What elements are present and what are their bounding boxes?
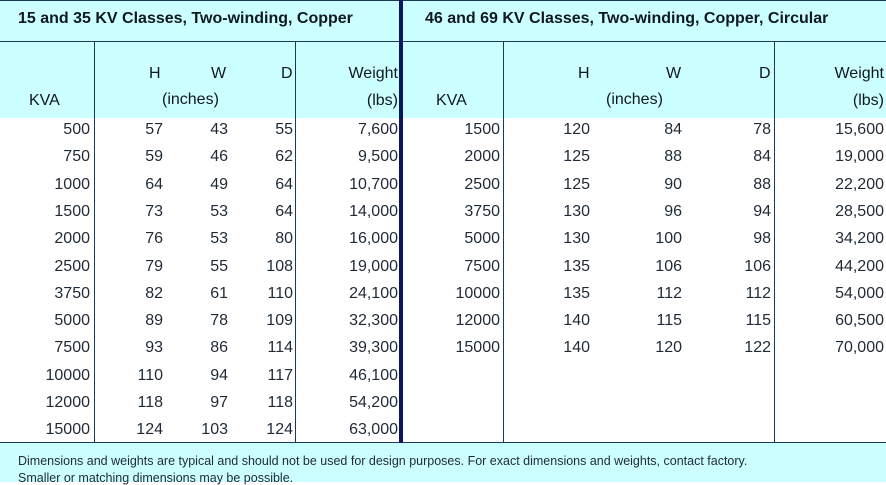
right-cell-weight: 22,200 [835,175,884,193]
right-cell-d: 106 [744,257,771,275]
right-cell-h: 120 [563,121,590,138]
left-cell-h: 73 [145,202,163,220]
right-cell-h: 130 [563,202,590,220]
left-cell-w: 43 [210,121,228,138]
right-cell-weight: 54,000 [835,284,884,302]
right-cell-w: 106 [655,257,682,275]
left-cell-d: 64 [275,202,293,220]
right-cell-kva: 2000 [464,148,500,166]
rule-left-weight [295,42,296,443]
right-cell-weight: 60,500 [835,312,884,330]
left-cell-d: 108 [266,257,293,275]
left-header-kva: KVA [29,92,60,109]
left-cell-w: 86 [210,339,228,357]
left-cell-h: 82 [145,284,163,302]
left-cell-w: 53 [210,202,228,220]
left-cell-w: 103 [201,421,228,439]
right-cell-d: 88 [753,175,771,193]
left-cell-d: 110 [267,284,293,302]
left-cell-h: 89 [145,312,163,330]
right-cell-kva: 7500 [464,257,500,275]
left-cell-weight: 39,300 [349,339,398,357]
left-cell-weight: 24,100 [349,284,398,302]
right-cell-kva: 10000 [455,284,500,302]
right-cell-w: 115 [656,312,682,330]
left-cell-kva: 1500 [54,202,90,220]
right-cell-w: 112 [656,284,682,302]
rule-footnote [0,442,886,443]
left-cell-weight: 10,700 [349,175,398,193]
left-cell-d: 114 [267,339,293,357]
left-cell-h: 118 [137,394,163,411]
rule-title [0,41,886,42]
right-header-weight: Weight [834,65,884,82]
left-cell-kva: 7500 [54,339,90,357]
left-cell-weight: 14,000 [349,202,398,220]
left-cell-w: 53 [210,230,228,248]
right-cell-kva: 15000 [455,339,500,357]
left-cell-d: 117 [267,366,293,384]
right-cell-w: 84 [664,121,682,138]
left-cell-h: 64 [145,175,163,193]
right-cell-d: 94 [753,202,771,220]
right-cell-h: 140 [563,339,590,357]
rule-top [0,0,886,1]
right-cell-w: 90 [664,175,682,193]
right-cell-h: 135 [563,257,590,275]
right-cell-w: 96 [664,202,682,220]
right-cell-h: 125 [563,175,590,193]
left-cell-w: 49 [210,175,228,193]
right-cell-kva: 12000 [455,312,500,330]
right-cell-d: 122 [744,339,771,357]
right-cell-kva: 3750 [464,202,500,220]
rule-right-weight [774,42,775,443]
left-cell-weight: 46,100 [349,366,398,384]
left-cell-d: 62 [275,148,293,166]
left-header-h: H [149,65,161,82]
left-cell-d: 80 [275,230,293,248]
left-header-w: W [211,65,227,82]
left-cell-w: 97 [210,394,228,411]
right-header-w: W [666,65,682,82]
right-cell-kva: 5000 [464,230,500,248]
right-cell-h: 135 [563,284,590,302]
right-cell-h: 130 [563,230,590,248]
left-cell-h: 79 [145,257,163,275]
left-cell-d: 124 [266,421,293,439]
left-cell-weight: 63,000 [349,421,398,439]
right-header-weight-units: (lbs) [852,92,884,109]
left-cell-w: 55 [210,257,228,275]
right-cell-w: 100 [655,230,682,248]
right-cell-weight: 70,000 [835,339,884,357]
right-cell-weight: 15,600 [835,121,884,138]
right-cell-kva: 2500 [464,175,500,193]
left-cell-weight: 32,300 [349,312,398,330]
left-cell-weight: 19,000 [349,257,398,275]
left-cell-kva: 500 [63,121,90,138]
left-cell-kva: 12000 [45,394,90,411]
left-cell-kva: 5000 [54,312,90,330]
right-cell-d: 98 [753,230,771,248]
left-cell-h: 124 [136,421,163,439]
left-header-d: D [281,65,293,82]
right-cell-weight: 44,200 [835,257,884,275]
left-cell-weight: 54,200 [349,394,398,411]
right-header-d: D [759,65,771,82]
left-cell-weight: 7,600 [357,121,398,138]
left-cell-w: 78 [210,312,228,330]
left-cell-kva: 750 [63,148,90,166]
right-cell-w: 88 [664,148,682,166]
left-cell-kva: 15000 [45,421,90,439]
right-header-kva: KVA [436,92,467,109]
left-header-weight: Weight [348,65,398,82]
right-header-units: (inches) [606,91,663,108]
left-cell-kva: 1000 [54,175,90,193]
left-cell-w: 46 [210,148,228,166]
left-cell-h: 93 [145,339,163,357]
right-cell-d: 84 [753,148,771,166]
right-cell-h: 140 [563,312,590,330]
left-cell-d: 64 [275,175,293,193]
footnote-line-1: Dimensions and weights are typical and should not be used for design purposes. For exact dimensions and weights, contact factory. [18,454,748,468]
right-cell-weight: 28,500 [835,202,884,220]
left-cell-d: 55 [275,121,293,138]
right-cell-d: 112 [745,284,771,302]
left-cell-kva: 3750 [54,284,90,302]
left-cell-weight: 16,000 [349,230,398,248]
right-cell-w: 120 [655,339,682,357]
left-cell-kva: 2500 [54,257,90,275]
right-cell-kva: 1500 [464,121,500,138]
left-cell-h: 57 [145,121,163,138]
left-cell-d: 109 [266,312,293,330]
right-cell-weight: 34,200 [835,230,884,248]
left-header-weight-units: (lbs) [366,92,398,109]
right-header-h: H [578,65,590,82]
right-table-title: 46 and 69 KV Classes, Two-winding, Copper, Circular [425,10,829,27]
right-cell-weight: 19,000 [835,148,884,166]
right-cell-h: 125 [563,148,590,166]
left-header-units: (inches) [162,91,219,108]
right-cell-d: 115 [745,312,771,330]
left-cell-kva: 10000 [45,366,90,384]
left-cell-kva: 2000 [54,230,90,248]
left-cell-h: 59 [145,148,163,166]
left-cell-h: 110 [137,366,163,384]
right-cell-d: 78 [753,121,771,138]
left-cell-weight: 9,500 [357,148,398,166]
left-cell-w: 94 [210,366,228,384]
left-cell-d: 118 [267,394,293,411]
left-table-title: 15 and 35 KV Classes, Two-winding, Copper [18,10,353,27]
left-cell-w: 61 [210,284,228,302]
footnote-line-2: Smaller or matching dimensions may be possible. [18,471,294,485]
left-cell-h: 76 [145,230,163,248]
